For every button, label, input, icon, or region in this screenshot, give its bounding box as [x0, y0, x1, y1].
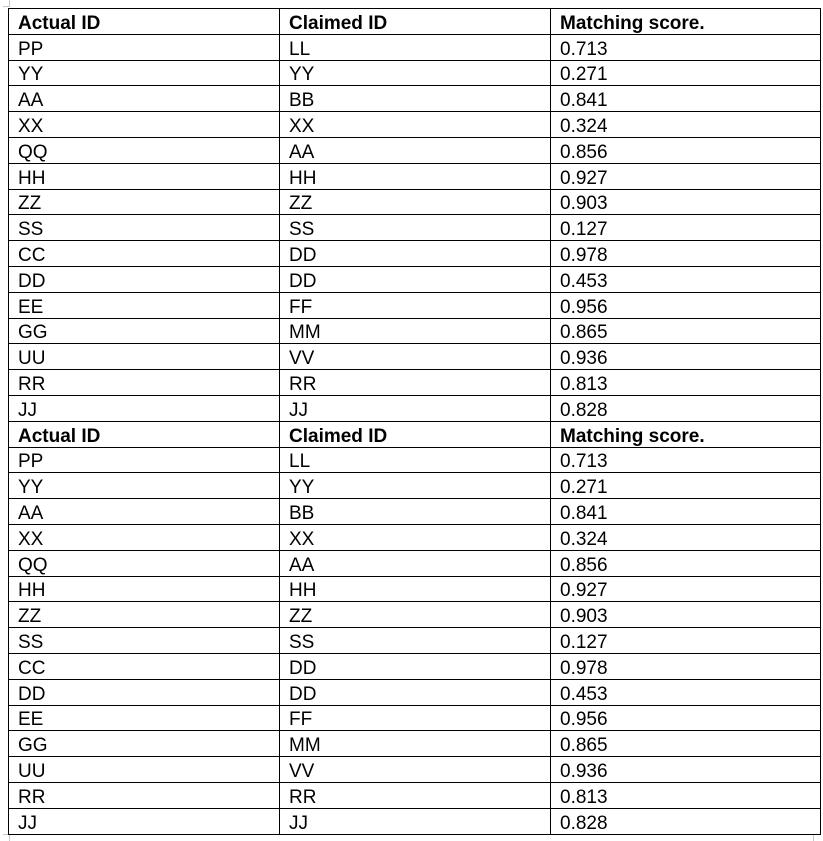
matching-score-table [8, 8, 821, 835]
table-row [9, 447, 821, 473]
matching-score-cell: 0.324 [551, 112, 821, 138]
claimed-id-header: Claimed ID [280, 421, 551, 447]
matching-score-cell: 0.978 [551, 653, 821, 679]
table-row [9, 318, 821, 344]
page-corner-mark [3, 0, 10, 7]
actual-id-cell: DD [9, 679, 280, 705]
table-row [9, 524, 821, 550]
matching-score-cell: 0.813 [551, 782, 821, 808]
claimed-id-cell: XX [280, 112, 551, 138]
claimed-id-cell: VV [280, 344, 551, 370]
actual-id-cell: UU [9, 757, 280, 783]
claimed-id-cell: YY [280, 473, 551, 499]
actual-id-cell: HH [9, 163, 280, 189]
claimed-id-cell: LL [280, 34, 551, 60]
claimed-id-cell: LL [280, 447, 551, 473]
claimed-id-cell: JJ [280, 808, 551, 834]
header-row [9, 9, 821, 35]
table-row [9, 215, 821, 241]
table-row [9, 395, 821, 421]
actual-id-cell: QQ [9, 550, 280, 576]
claimed-id-cell: FF [280, 292, 551, 318]
header-row [9, 421, 821, 447]
actual-id-cell: EE [9, 292, 280, 318]
claimed-id-cell: DD [280, 653, 551, 679]
matching-score-cell: 0.865 [551, 731, 821, 757]
claimed-id-cell: ZZ [280, 189, 551, 215]
actual-id-cell: GG [9, 731, 280, 757]
actual-id-cell: QQ [9, 137, 280, 163]
table-row [9, 499, 821, 525]
page-corner-mark [813, 834, 820, 841]
actual-id-header: Actual ID [9, 421, 280, 447]
claimed-id-cell: HH [280, 163, 551, 189]
matching-score-cell: 0.936 [551, 757, 821, 783]
claimed-id-cell: DD [280, 266, 551, 292]
actual-id-cell: YY [9, 60, 280, 86]
claimed-id-cell: BB [280, 499, 551, 525]
table-row [9, 370, 821, 396]
claimed-id-cell: AA [280, 137, 551, 163]
actual-id-cell: XX [9, 524, 280, 550]
claimed-id-cell: YY [280, 60, 551, 86]
table-row [9, 602, 821, 628]
matching-score-cell: 0.978 [551, 241, 821, 267]
claimed-id-cell: HH [280, 576, 551, 602]
matching-score-cell: 0.856 [551, 137, 821, 163]
actual-id-cell: EE [9, 705, 280, 731]
actual-id-cell: ZZ [9, 189, 280, 215]
matching-score-cell: 0.856 [551, 550, 821, 576]
matching-score-cell: 0.271 [551, 60, 821, 86]
claimed-id-cell: AA [280, 550, 551, 576]
matching-score-cell: 0.841 [551, 86, 821, 112]
claimed-id-cell: XX [280, 524, 551, 550]
table-row [9, 241, 821, 267]
matching-score-cell: 0.841 [551, 499, 821, 525]
claimed-id-cell: MM [280, 318, 551, 344]
table-row [9, 137, 821, 163]
actual-id-header: Actual ID [9, 9, 280, 35]
actual-id-cell: HH [9, 576, 280, 602]
matching-score-cell: 0.828 [551, 395, 821, 421]
page-corner-mark [3, 834, 10, 841]
matching-score-cell: 0.828 [551, 808, 821, 834]
actual-id-cell: YY [9, 473, 280, 499]
matching-score-cell: 0.127 [551, 215, 821, 241]
matching-score-cell: 0.903 [551, 189, 821, 215]
table-row [9, 782, 821, 808]
claimed-id-cell: MM [280, 731, 551, 757]
table-row [9, 112, 821, 138]
table-row [9, 344, 821, 370]
table-row [9, 808, 821, 834]
table-row [9, 266, 821, 292]
matching-score-cell: 0.956 [551, 292, 821, 318]
matching-score-cell: 0.903 [551, 602, 821, 628]
claimed-id-cell: VV [280, 757, 551, 783]
actual-id-cell: XX [9, 112, 280, 138]
table-row [9, 653, 821, 679]
matching-score-cell: 0.713 [551, 447, 821, 473]
table-row [9, 679, 821, 705]
actual-id-cell: SS [9, 215, 280, 241]
matching-score-cell: 0.127 [551, 628, 821, 654]
actual-id-cell: AA [9, 499, 280, 525]
table-row [9, 189, 821, 215]
actual-id-cell: GG [9, 318, 280, 344]
claimed-id-header: Claimed ID [280, 9, 551, 35]
matching-score-cell: 0.453 [551, 266, 821, 292]
actual-id-cell: DD [9, 266, 280, 292]
claimed-id-cell: JJ [280, 395, 551, 421]
claimed-id-cell: ZZ [280, 602, 551, 628]
matching-score-header: Matching score. [551, 421, 821, 447]
actual-id-cell: JJ [9, 395, 280, 421]
matching-score-cell: 0.927 [551, 576, 821, 602]
table-row [9, 705, 821, 731]
matching-score-cell: 0.813 [551, 370, 821, 396]
claimed-id-cell: SS [280, 215, 551, 241]
table-row [9, 757, 821, 783]
actual-id-cell: PP [9, 447, 280, 473]
table-row [9, 576, 821, 602]
table-row [9, 292, 821, 318]
table-row [9, 731, 821, 757]
matching-score-cell: 0.713 [551, 34, 821, 60]
claimed-id-cell: FF [280, 705, 551, 731]
table-row [9, 163, 821, 189]
matching-score-cell: 0.956 [551, 705, 821, 731]
table-row [9, 628, 821, 654]
matching-score-cell: 0.271 [551, 473, 821, 499]
actual-id-cell: CC [9, 653, 280, 679]
actual-id-cell: RR [9, 370, 280, 396]
claimed-id-cell: RR [280, 370, 551, 396]
table-row [9, 34, 821, 60]
matching-score-header: Matching score. [551, 9, 821, 35]
actual-id-cell: UU [9, 344, 280, 370]
table-body [9, 9, 821, 835]
table-row [9, 550, 821, 576]
matching-score-cell: 0.453 [551, 679, 821, 705]
actual-id-cell: SS [9, 628, 280, 654]
actual-id-cell: ZZ [9, 602, 280, 628]
claimed-id-cell: BB [280, 86, 551, 112]
table-row [9, 86, 821, 112]
claimed-id-cell: RR [280, 782, 551, 808]
table-row [9, 60, 821, 86]
claimed-id-cell: DD [280, 241, 551, 267]
claimed-id-cell: SS [280, 628, 551, 654]
matching-score-cell: 0.936 [551, 344, 821, 370]
actual-id-cell: JJ [9, 808, 280, 834]
actual-id-cell: CC [9, 241, 280, 267]
actual-id-cell: PP [9, 34, 280, 60]
actual-id-cell: AA [9, 86, 280, 112]
claimed-id-cell: DD [280, 679, 551, 705]
matching-score-cell: 0.927 [551, 163, 821, 189]
matching-score-cell: 0.324 [551, 524, 821, 550]
actual-id-cell: RR [9, 782, 280, 808]
table-row [9, 473, 821, 499]
matching-score-cell: 0.865 [551, 318, 821, 344]
